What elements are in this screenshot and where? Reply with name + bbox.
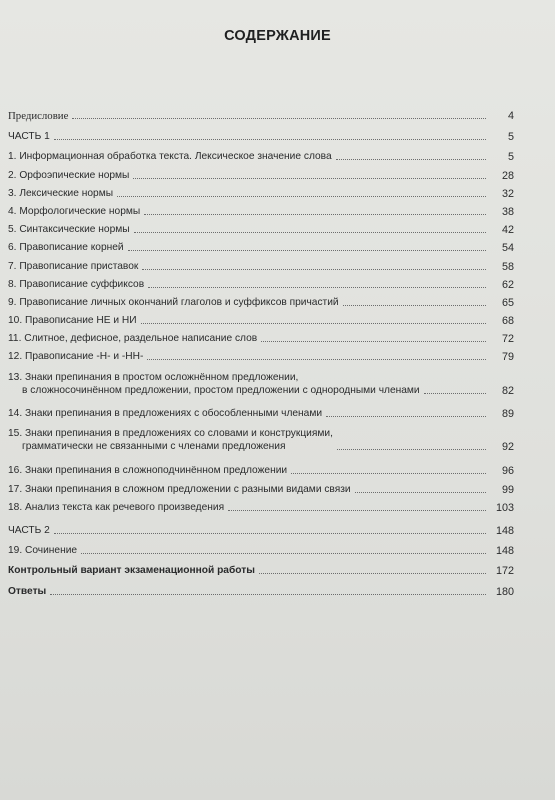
toc-entry-page: 103 — [495, 502, 514, 514]
toc-entry-label-line-1: 13. Знаки препинания в простом осложнённом предложении, — [8, 372, 299, 383]
toc-entry-label: 16. Знаки препинания в сложноподчинённом предложении — [8, 465, 288, 476]
toc-entry[interactable] — [8, 499, 514, 514]
leader-dots — [148, 286, 486, 288]
leader-dots — [424, 392, 486, 394]
toc-entry-part-2[interactable] — [8, 522, 514, 537]
toc-entry-multiline[interactable] — [8, 369, 514, 397]
toc-entry-page: 5 — [507, 131, 514, 143]
toc-entry-page: 92 — [501, 441, 514, 453]
toc-entry-page: 4 — [507, 110, 514, 122]
toc-entry-page: 89 — [501, 408, 514, 420]
leader-dots — [147, 358, 486, 360]
toc-entry-label — [8, 371, 420, 397]
toc-entry-label: 10. Правописание НЕ и НИ — [8, 315, 137, 326]
leader-dots — [343, 304, 486, 306]
toc-entry-label: 2. Орфоэпические нормы — [8, 170, 130, 181]
toc-entry-label: 12. Правописание -Н- и -НН- — [8, 351, 144, 362]
toc-entry[interactable] — [8, 167, 514, 182]
toc-entry[interactable] — [8, 462, 514, 477]
toc-entry-page: 82 — [501, 385, 514, 397]
toc-entry[interactable] — [8, 542, 514, 557]
toc-entry[interactable] — [8, 239, 514, 254]
toc-entry-label: 14. Знаки препинания в предложениях с обособленными членами — [8, 408, 323, 419]
toc-entry[interactable] — [8, 258, 514, 273]
toc-entry[interactable] — [8, 312, 514, 327]
toc-entry-label — [8, 427, 333, 453]
toc-entry[interactable] — [8, 276, 514, 291]
toc-entry-label: 9. Правописание личных окончаний глаголов и суффиксов причастий — [8, 297, 339, 308]
leader-dots — [228, 509, 486, 511]
toc-entry-label: 7. Правописание приставок — [8, 261, 139, 272]
toc-entry[interactable] — [8, 203, 514, 218]
toc-entry-label: 8. Правописание суффиксов — [8, 279, 145, 290]
toc-entry-label: 4. Морфологические нормы — [8, 206, 141, 217]
leader-dots — [337, 448, 486, 450]
toc-entry-page: 42 — [501, 224, 514, 236]
toc-entry-label: 11. Слитное, дефисное, раздельное написание слов — [8, 333, 258, 344]
toc-entry-page: 72 — [501, 333, 514, 345]
toc-entry-label: 6. Правописание корней — [8, 242, 124, 253]
toc-entry-multiline[interactable] — [8, 425, 514, 453]
toc-entry[interactable] — [8, 221, 514, 236]
toc-entry-label: 19. Сочинение — [8, 545, 78, 556]
toc-entry-page: 65 — [501, 297, 514, 309]
toc-entry-label-line-2: грамматически не связанными с членами предложения — [22, 441, 286, 452]
toc-entry-page: 148 — [495, 545, 514, 557]
leader-dots — [291, 472, 486, 474]
toc-entry-page: 54 — [501, 242, 514, 254]
leader-dots — [259, 572, 486, 574]
toc-entry-page: 32 — [501, 188, 514, 200]
leader-dots — [141, 322, 486, 324]
toc-entry-label: ЧАСТЬ 2 — [8, 525, 50, 536]
toc-entry[interactable] — [8, 330, 514, 345]
leader-dots — [336, 158, 486, 160]
toc-entry-page: 38 — [501, 206, 514, 218]
toc-entry-part-1[interactable] — [8, 128, 514, 143]
toc-entry-preface[interactable] — [8, 107, 514, 122]
toc-entry-label-line-1: 15. Знаки препинания в предложениях со словами и конструкциями, — [8, 428, 333, 439]
toc-entry-page: 62 — [501, 279, 514, 291]
leader-dots — [50, 593, 486, 595]
leader-dots — [81, 552, 486, 554]
toc-entry-control-variant[interactable] — [8, 562, 514, 577]
toc-entry[interactable] — [8, 294, 514, 309]
page-title: СОДЕРЖАНИЕ — [224, 28, 331, 44]
leader-dots — [133, 177, 486, 179]
leader-dots — [128, 249, 486, 251]
toc-entry-page: 58 — [501, 261, 514, 273]
toc-entry-label: 18. Анализ текста как речевого произведения — [8, 502, 225, 513]
toc-entry-page: 68 — [501, 315, 514, 327]
leader-dots — [144, 213, 486, 215]
toc-entry-page: 99 — [501, 484, 514, 496]
toc-entry-label: Ответы — [8, 586, 47, 597]
toc-entry-page: 28 — [501, 170, 514, 182]
leader-dots — [117, 195, 486, 197]
toc-entry-page: 96 — [501, 465, 514, 477]
toc-entry-label: 3. Лексические нормы — [8, 188, 114, 199]
toc-entry[interactable] — [8, 185, 514, 200]
leader-dots — [134, 231, 486, 233]
toc-entry-page: 148 — [495, 525, 514, 537]
leader-dots — [72, 117, 486, 119]
toc-entry-label: ЧАСТЬ 1 — [8, 131, 50, 142]
leader-dots — [54, 138, 486, 140]
toc-entry-label-line-2: в сложносочинённом предложении, простом предложении с однородными членами — [22, 385, 420, 396]
toc-entry-label: 5. Синтаксические нормы — [8, 224, 130, 235]
toc-entry-page: 172 — [495, 565, 514, 577]
toc-entry[interactable] — [8, 405, 514, 420]
toc-entry-page: 180 — [495, 586, 514, 598]
toc-entry-page: 5 — [507, 151, 514, 163]
toc-entry-label: Предисловие — [8, 110, 69, 122]
toc-entry-label: 17. Знаки препинания в сложном предложении с разными видами связи — [8, 484, 351, 495]
toc-entry-page: 79 — [501, 351, 514, 363]
toc-entry-label: 1. Информационная обработка текста. Лексическое значение слова — [8, 151, 332, 162]
leader-dots — [54, 532, 486, 534]
toc-entry-label: Контрольный вариант экзаменационной работы — [8, 565, 255, 576]
leader-dots — [355, 491, 486, 493]
toc-entry[interactable] — [8, 148, 514, 163]
leader-dots — [142, 268, 486, 270]
toc-entry-answers[interactable] — [8, 583, 514, 598]
leader-dots — [326, 415, 486, 417]
leader-dots — [261, 340, 486, 342]
toc-entry[interactable] — [8, 348, 514, 363]
toc-entry[interactable] — [8, 481, 514, 496]
